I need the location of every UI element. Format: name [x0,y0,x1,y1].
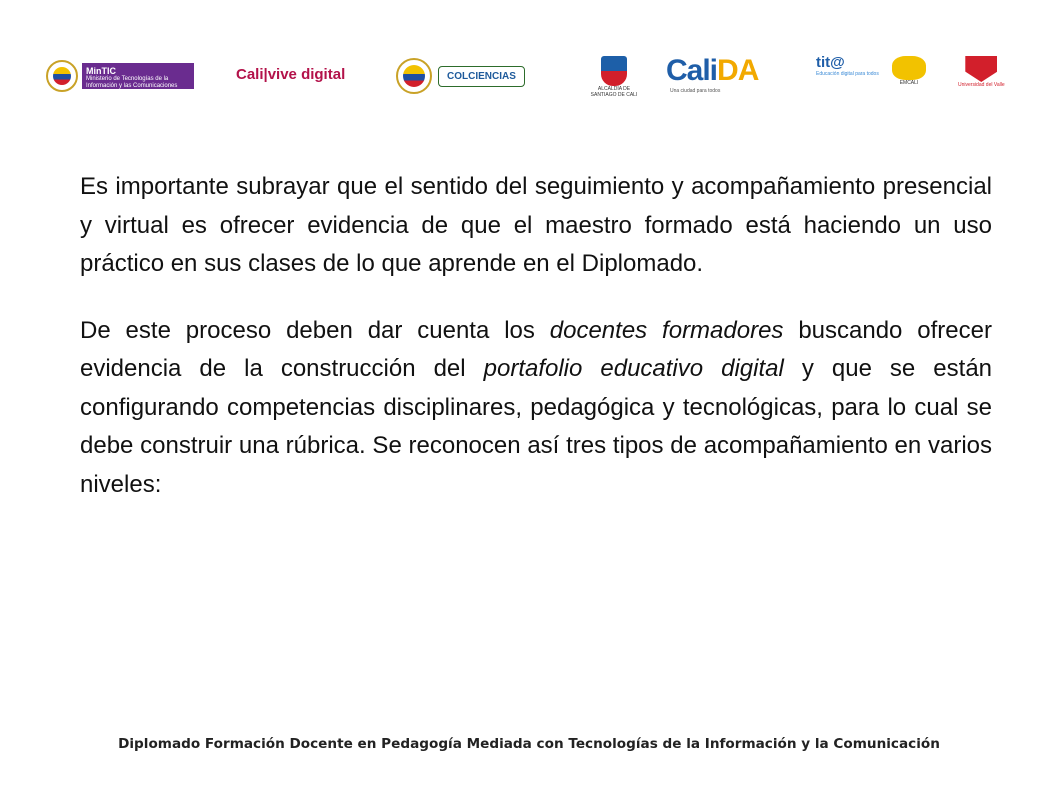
paragraph-2-text: De este proceso deben dar cuenta los [80,316,550,344]
cali-vive-digital-text: Cali|vive digital [236,66,346,83]
portafolio-emphasis: portafolio educativo digital [483,355,784,382]
colciencias-box: COLCIENCIAS [438,66,525,87]
colombia-seal-icon [396,58,432,94]
mintic-subtitle: Ministerio de Tecnologías de la Información y las Comunicaciones [86,76,178,89]
paragraph-2-text: y que se están configurando competencias disciplinares, pedagógica y tecnológicas, para lo cual se debe construir una rúbrica. Se reconocen así tres tipos de acompañamiento en varios niveles: [80,355,993,498]
cali-vive-digital-logo [236,66,345,83]
mintic-box [82,63,194,89]
tita-text: tit@ [816,54,845,71]
mintic-title: MinTIC [86,66,116,76]
emcali-logo [892,56,926,86]
calida-subtitle: Una ciudad para todos [670,88,721,94]
emcali-icon [892,56,926,80]
univalle-label: Universidad del Valle [958,82,1005,88]
cali-shield-icon [601,56,627,86]
calida-text: CaliDA [666,54,759,87]
tita-logo [816,54,879,77]
colombia-seal-icon [46,60,78,92]
docentes-formadores-emphasis: docentes formadores [549,316,784,344]
slide-body [80,168,992,504]
footer-caption: Diplomado Formación Docente en Pedagogía Mediada con Tecnologías de la Información y la Comunicación [118,736,940,752]
alcaldia-cali-label: ALCALDÍA DE SANTIAGO DE CALI [590,86,638,98]
calida-logo [666,54,759,94]
paragraph-2 [80,312,992,505]
emcali-label: EMCALI [899,80,919,86]
paragraph-1: Es importante subrayar que el sentido del seguimiento y acompañamiento presencial y virtual es ofrecer evidencia de que el maestro formado está haciendo un uso práctico en sus clases de lo que aprende en el Diplomado. [80,173,992,277]
paragraph-2-text: buscando ofrecer evidencia de la construcción del [80,316,992,382]
tita-subtitle: Educación digital para todos [816,71,879,77]
logo-bar [40,52,1020,102]
univalle-logo [958,56,1005,88]
mintic-logo [46,60,194,92]
colciencias-logo [396,58,525,94]
univalle-icon [965,56,997,82]
alcaldia-cali-logo [586,56,642,98]
